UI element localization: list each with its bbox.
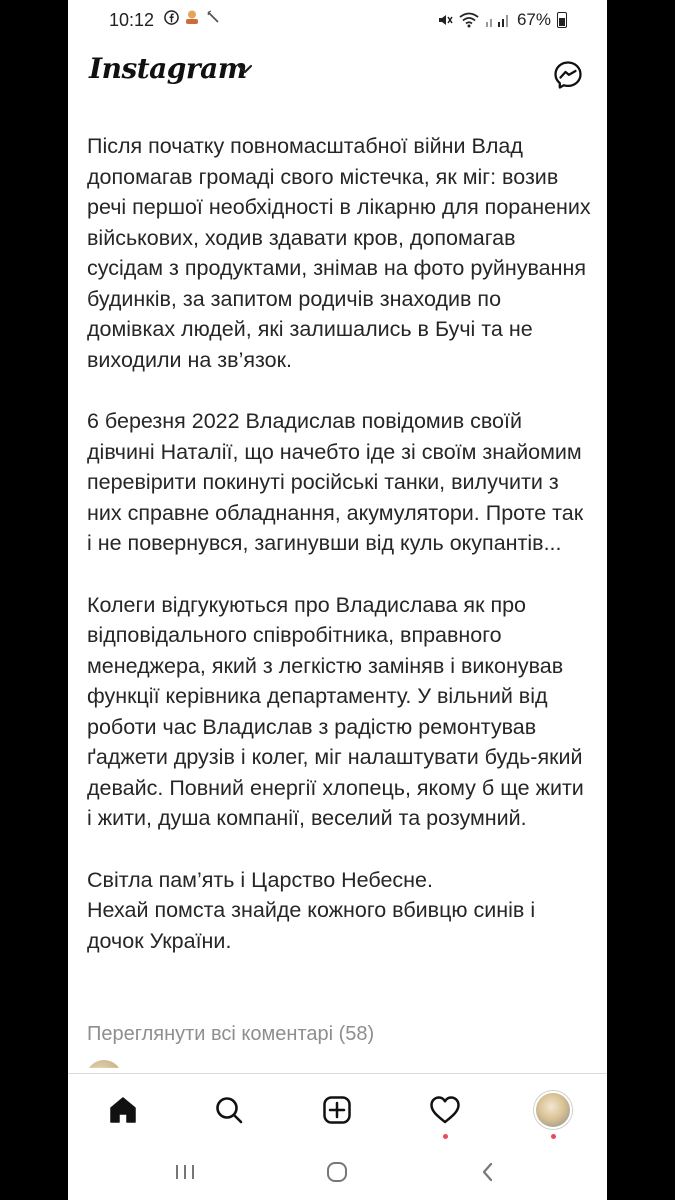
battery-icon [557, 12, 567, 28]
bottom-nav [68, 1073, 607, 1146]
status-right [437, 10, 567, 30]
recents-button[interactable] [170, 1157, 200, 1187]
caption-paragraph-1: Після початку повномасштабної війни Влад допомагав громаді свого містечка, як міг: возив речі першої необхідності в лікарню для поранених військових, ходив здавати кров, допомагав сусідам з продуктами, знімав на фото руйнування будинків, за запитом родичів знаходив по домівках людей, які залишались в Бучі та не виходили на зв’язок. [87, 134, 591, 372]
view-all-comments-link[interactable]: Переглянути всі коментарі (58) [87, 1023, 375, 1045]
status-time: 10:12 [109, 10, 155, 30]
home-system-button[interactable] [322, 1157, 352, 1187]
nav-activity[interactable] [425, 1090, 465, 1130]
status-bar [68, 0, 607, 42]
signal-icon [485, 12, 511, 28]
back-button[interactable] [473, 1157, 503, 1187]
profile-avatar [534, 1091, 572, 1129]
home-circle-icon [325, 1160, 349, 1184]
facebook-icon [164, 10, 179, 25]
wifi-icon [459, 12, 479, 28]
recents-icon [174, 1162, 196, 1182]
profile-notification-dot [551, 1134, 556, 1139]
nav-search[interactable] [209, 1090, 249, 1130]
caption-closing-line-1: Світла пам’ять і Царство Небесне. [87, 867, 433, 892]
status-notification-icons [164, 9, 221, 25]
activity-notification-dot [443, 1134, 448, 1139]
nav-profile[interactable] [533, 1090, 573, 1130]
post-caption [87, 131, 592, 962]
caption-paragraph-3: Колеги відгукуються про Владислава як про відповідального співробітника, вправного менеджера, який з легкістю заміняв і виконував функції керівника департаменту. У вільний від роботи час Владислав з радістю ремонтував ґаджети друзів і колег, міг налаштувати будь-який девайс. Повний енергії хлопець, якому б ще жити і жити, душа компанії, веселий та розумний. [87, 592, 584, 830]
activity-heart-icon [429, 1095, 461, 1125]
messenger-icon[interactable] [553, 60, 583, 90]
caption-closing-line-2: Нехай помста знайде кожного вбивцю синів і дочок України. [87, 898, 536, 953]
back-icon [478, 1161, 498, 1183]
nav-home[interactable] [103, 1090, 143, 1130]
chevron-down-icon[interactable] [236, 62, 254, 76]
search-icon [214, 1095, 244, 1125]
home-icon [108, 1095, 138, 1125]
mute-icon [437, 12, 453, 28]
caption-paragraph-2: 6 березня 2022 Владислав повідомив своїй дівчині Наталії, що начебто іде зі своїм знайомим перевірити покинуті російські танки, вилучити з них справне обладнання, акумулятори. Проте так і не повернувся, загинувши від куль окупантів... [87, 409, 584, 555]
instagram-logo[interactable]: Instagram [89, 52, 247, 85]
new-post-icon [322, 1095, 352, 1125]
battery-level: 67% [516, 10, 551, 29]
nav-new-post[interactable] [317, 1090, 357, 1130]
app-header [68, 48, 607, 104]
instagram-screen [68, 0, 607, 1200]
avatar-notification-icon [184, 9, 200, 25]
system-nav [68, 1145, 607, 1200]
caption-paragraph-4 [87, 865, 592, 957]
wand-icon [205, 9, 221, 25]
